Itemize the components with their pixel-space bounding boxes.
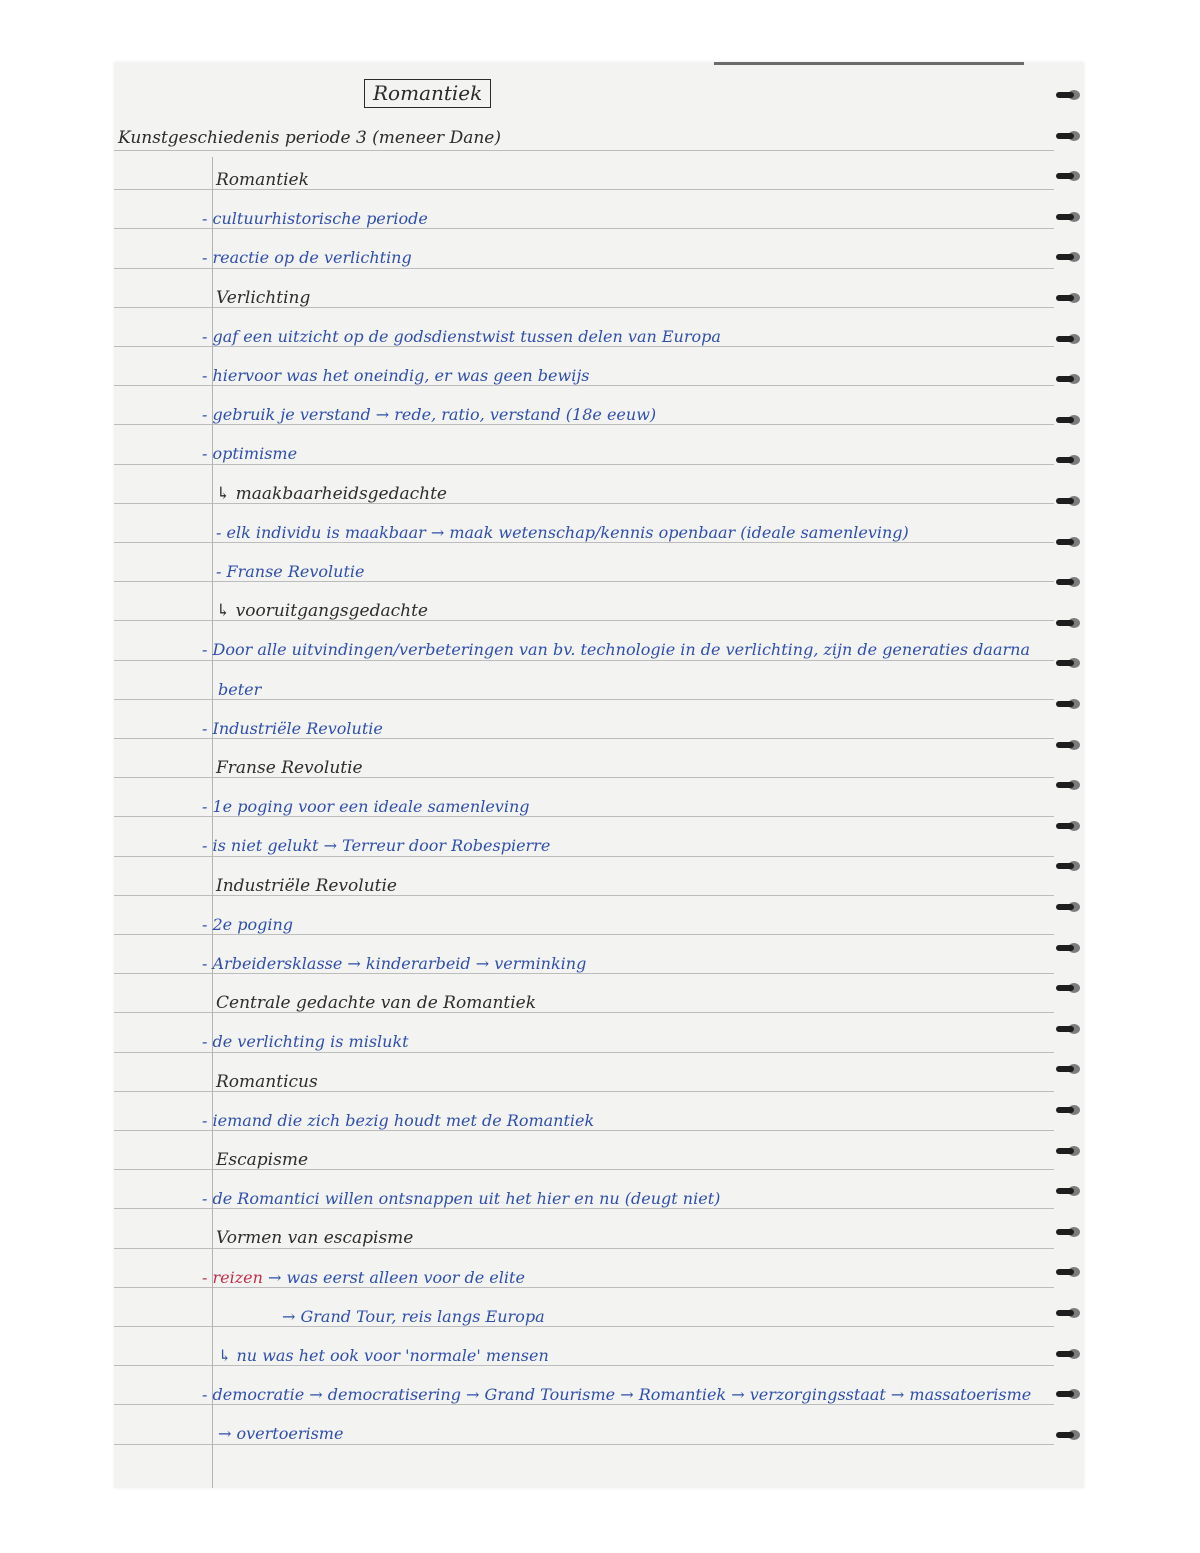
spiral-ring xyxy=(1056,494,1082,508)
note-line xyxy=(218,680,261,700)
note-text: Escapisme xyxy=(216,1150,309,1170)
note-line xyxy=(282,1307,545,1327)
note-text: iemand die zich bezig houdt met de Romantiek xyxy=(212,1110,595,1130)
ring-wire xyxy=(1056,1188,1074,1194)
spiral-ring xyxy=(1056,535,1082,549)
note-line xyxy=(202,915,293,935)
spiral-ring xyxy=(1056,1306,1082,1320)
spiral-ring xyxy=(1056,1144,1082,1158)
bullet-dash: - xyxy=(202,366,213,385)
note-text: Romanticus xyxy=(216,1071,318,1092)
ring-wire xyxy=(1056,336,1074,342)
note-text: - elk individu is maakbaar → maak wetenschap/kennis openbaar (ideale samenleving) xyxy=(216,522,909,542)
spiral-ring xyxy=(1056,1184,1082,1198)
page-title: Romantiek xyxy=(364,79,491,108)
note-line xyxy=(218,1424,343,1444)
spiral-ring xyxy=(1056,88,1082,102)
notebook-page xyxy=(114,62,1084,1488)
note-text: Romantiek xyxy=(216,170,309,190)
spiral-ring xyxy=(1056,819,1082,833)
note-text: gaf een uitzicht op de godsdienstwist tussen delen van Europa xyxy=(212,326,721,346)
red-word: reizen xyxy=(212,1267,269,1287)
ring-wire xyxy=(1056,417,1074,423)
ring-wire xyxy=(1056,660,1074,666)
note-line xyxy=(216,993,536,1013)
note-text: Industriële Revolutie xyxy=(212,718,383,738)
ring-wire xyxy=(1056,823,1074,829)
note-text: → was eerst alleen voor de elite xyxy=(268,1267,525,1287)
ring-wire xyxy=(1056,945,1074,951)
note-line xyxy=(202,444,297,464)
note-text: → Grand Tour, reis langs Europa xyxy=(282,1306,545,1326)
note-text: Door alle uitvindingen/verbeteringen van bv. technologie in de verlichting, zijn de generaties daarna xyxy=(212,640,1030,660)
spiral-ring xyxy=(1056,981,1082,995)
note-line xyxy=(202,797,530,817)
note-line xyxy=(216,562,364,582)
ring-wire xyxy=(1056,214,1074,220)
ring-wire xyxy=(1056,1310,1074,1316)
spiral-ring xyxy=(1056,941,1082,955)
ring-wire xyxy=(1056,1432,1074,1438)
note-text: ↳ nu was het ook voor 'normale' mensen xyxy=(218,1346,549,1365)
spiral-ring xyxy=(1056,129,1082,143)
note-line xyxy=(216,484,447,504)
note-text: Vormen van escapisme xyxy=(216,1228,414,1249)
spiral-ring xyxy=(1056,332,1082,346)
spiral-ring xyxy=(1056,738,1082,752)
bullet-dash: - xyxy=(202,1267,213,1287)
spiral-ring xyxy=(1056,616,1082,630)
ring-wire xyxy=(1056,904,1074,910)
note-line xyxy=(216,1150,308,1170)
note-line xyxy=(216,170,309,190)
ring-wire xyxy=(1056,1351,1074,1357)
note-text: 2e poging xyxy=(212,914,294,934)
note-text: - Franse Revolutie xyxy=(216,562,365,581)
bullet-dash: - xyxy=(202,1110,213,1130)
note-text: reactie op de verlichting xyxy=(212,248,412,268)
note-line xyxy=(202,836,550,856)
bullet-dash: - xyxy=(202,444,213,464)
spiral-ring xyxy=(1056,697,1082,711)
note-line xyxy=(202,1385,1031,1405)
note-text: ↳ vooruitgangsgedachte xyxy=(216,601,428,622)
ring-wire xyxy=(1056,701,1074,707)
note-line xyxy=(202,366,590,386)
note-line xyxy=(202,209,428,229)
ring-wire xyxy=(1056,133,1074,139)
spiral-ring xyxy=(1056,1347,1082,1361)
ring-wire xyxy=(1056,254,1074,260)
note-text: Arbeidersklasse → kinderarbeid → verminking xyxy=(212,954,587,973)
note-line xyxy=(202,327,721,347)
ring-wire xyxy=(1056,742,1074,748)
spiral-ring xyxy=(1056,210,1082,224)
ring-wire xyxy=(1056,173,1074,179)
ruled-line xyxy=(114,1326,1054,1327)
bullet-dash: - xyxy=(202,718,213,738)
note-line xyxy=(216,288,310,308)
spiral-ring xyxy=(1056,169,1082,183)
margin-line xyxy=(212,157,213,1488)
note-line xyxy=(202,248,412,268)
spiral-ring xyxy=(1056,413,1082,427)
note-text: Verlichting xyxy=(216,287,311,308)
bullet-dash: - xyxy=(202,248,213,268)
ring-wire xyxy=(1056,985,1074,991)
note-line xyxy=(216,876,397,896)
ring-wire xyxy=(1056,863,1074,869)
ring-wire xyxy=(1056,498,1074,504)
note-text: democratie → democratisering → Grand Tourisme → Romantiek → verzorgingsstaat → massatoerisme xyxy=(212,1385,1032,1405)
note-text: Centrale gedachte van de Romantiek xyxy=(216,993,537,1014)
bullet-dash: - xyxy=(202,405,213,425)
note-text: Franse Revolutie xyxy=(216,758,363,778)
ring-wire xyxy=(1056,1229,1074,1235)
bullet-dash: - xyxy=(202,836,213,856)
ring-wire xyxy=(1056,376,1074,382)
ruled-line xyxy=(114,150,1054,151)
spiral-ring xyxy=(1056,1225,1082,1239)
bullet-dash: - xyxy=(202,1032,213,1052)
note-line xyxy=(202,1268,525,1288)
spiral-ring xyxy=(1056,250,1082,264)
ring-wire xyxy=(1056,1391,1074,1397)
note-text: is niet gelukt → Terreur door Robespierre xyxy=(212,836,551,856)
ring-wire xyxy=(1056,620,1074,626)
ring-wire xyxy=(1056,539,1074,545)
note-text: cultuurhistorische periode xyxy=(212,209,428,229)
note-line xyxy=(202,1189,720,1209)
ring-wire xyxy=(1056,579,1074,585)
note-line xyxy=(218,1346,549,1366)
spiral-ring xyxy=(1056,453,1082,467)
bullet-dash: - xyxy=(202,640,213,660)
note-line xyxy=(216,758,363,778)
ring-wire xyxy=(1056,92,1074,98)
note-line xyxy=(202,719,383,739)
spiral-ring xyxy=(1056,1387,1082,1401)
ring-wire xyxy=(1056,1107,1074,1113)
bullet-dash: - xyxy=(202,209,213,229)
spiral-ring xyxy=(1056,859,1082,873)
spiral-ring xyxy=(1056,1062,1082,1076)
spiral-ring xyxy=(1056,778,1082,792)
note-text: beter xyxy=(218,679,262,699)
ring-wire xyxy=(1056,1026,1074,1032)
ring-wire xyxy=(1056,295,1074,301)
note-line xyxy=(216,523,909,543)
bullet-dash: - xyxy=(202,914,213,934)
spiral-ring xyxy=(1056,372,1082,386)
ring-wire xyxy=(1056,1269,1074,1275)
note-line xyxy=(202,640,1030,660)
bullet-dash: - xyxy=(202,797,213,817)
ring-wire xyxy=(1056,1148,1074,1154)
spiral-ring xyxy=(1056,1265,1082,1279)
ring-wire xyxy=(1056,1066,1074,1072)
spiral-ring xyxy=(1056,1103,1082,1117)
bullet-dash: - xyxy=(202,326,213,346)
spiral-ring xyxy=(1056,1022,1082,1036)
note-line xyxy=(216,1228,413,1248)
note-text: de Romantici willen ontsnappen uit het hier en nu (deugt niet) xyxy=(212,1189,721,1209)
note-text: hiervoor was het oneindig, er was geen bewijs xyxy=(212,366,590,385)
note-line xyxy=(202,1111,594,1131)
note-line xyxy=(202,1032,409,1052)
bullet-dash: - xyxy=(202,1189,213,1209)
bullet-dash: - xyxy=(202,1385,213,1405)
note-text: Industriële Revolutie xyxy=(216,875,397,896)
header-line: Kunstgeschiedenis periode 3 (meneer Dane) xyxy=(118,128,501,148)
note-text: optimisme xyxy=(212,444,298,464)
note-text: 1e poging voor een ideale samenleving xyxy=(212,797,530,817)
note-line xyxy=(202,954,586,974)
ring-wire xyxy=(1056,782,1074,788)
note-text: → overtoerisme xyxy=(218,1424,344,1444)
note-line xyxy=(216,601,428,621)
spiral-ring xyxy=(1056,575,1082,589)
note-text: gebruik je verstand → rede, ratio, verstand (18e eeuw) xyxy=(212,405,657,425)
spiral-ring xyxy=(1056,656,1082,670)
note-line xyxy=(202,405,656,425)
note-text: de verlichting is mislukt xyxy=(212,1032,409,1052)
spiral-ring xyxy=(1056,1428,1082,1442)
bullet-dash: - xyxy=(202,954,213,973)
ring-wire xyxy=(1056,457,1074,463)
spiral-ring xyxy=(1056,291,1082,305)
note-text: ↳ maakbaarheidsgedachte xyxy=(216,483,447,504)
note-line xyxy=(216,1072,318,1092)
spiral-ring xyxy=(1056,900,1082,914)
